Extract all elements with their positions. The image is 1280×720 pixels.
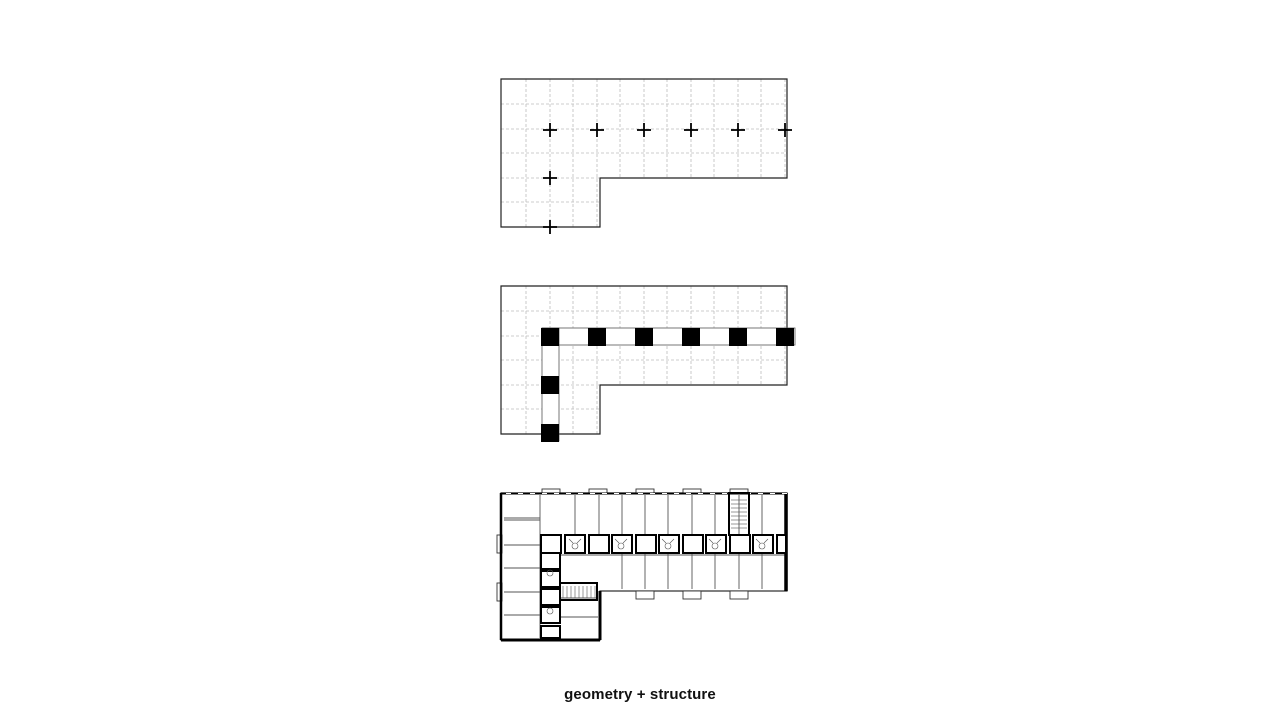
column <box>729 328 747 346</box>
core-cell <box>777 535 786 553</box>
column <box>682 328 700 346</box>
core-cell <box>541 626 560 638</box>
balcony <box>683 591 701 599</box>
core-cell <box>565 535 585 553</box>
core-cell <box>683 535 703 553</box>
core-cell <box>541 571 560 587</box>
balcony <box>730 591 748 599</box>
column <box>541 424 559 442</box>
core-cell <box>730 535 750 553</box>
core-cell <box>706 535 726 553</box>
core-cell <box>659 535 679 553</box>
core-cell <box>753 535 773 553</box>
stair-core <box>560 583 597 600</box>
core-cell <box>541 535 561 553</box>
geometry-grid-plan <box>501 79 792 234</box>
core-cell <box>612 535 632 553</box>
floor-plan <box>497 489 787 640</box>
spine-horizontal <box>542 328 795 345</box>
column <box>588 328 606 346</box>
column <box>635 328 653 346</box>
structure-columns-plan <box>501 286 795 442</box>
core-cell <box>636 535 656 553</box>
core-cell <box>541 607 560 623</box>
diagram-caption: geometry + structure <box>564 686 716 703</box>
column <box>541 376 559 394</box>
core-cell <box>541 589 560 605</box>
service-cores <box>541 493 786 638</box>
core-cell <box>541 553 560 569</box>
column <box>776 328 794 346</box>
column <box>541 328 559 346</box>
balcony <box>636 591 654 599</box>
core-cell <box>589 535 609 553</box>
dashed-grid <box>501 79 787 227</box>
